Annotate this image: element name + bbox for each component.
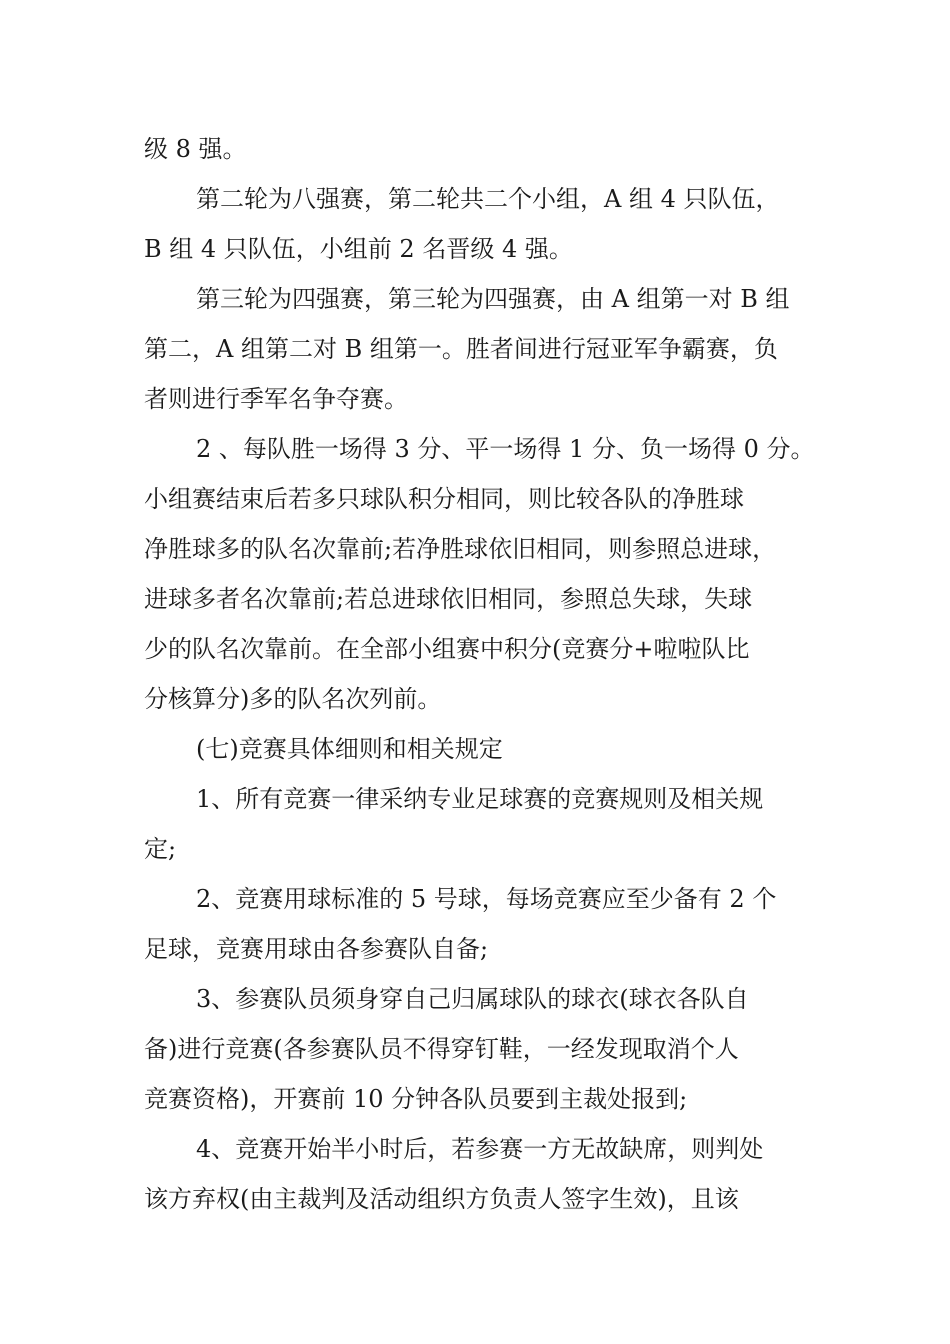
text-line: 3、参赛队员须身穿自己归属球队的球衣(球衣各队自 bbox=[196, 985, 749, 1013]
text-line: 2 、每队胜一场得 3 分、平一场得 1 分、负一场得 0 分。 bbox=[196, 435, 815, 463]
text-line: 备)进行竞赛(各参赛队员不得穿钉鞋，一经发现取消个人 bbox=[144, 1035, 739, 1063]
text-line: 净胜球多的队名次靠前;若净胜球依旧相同，则参照总进球， bbox=[144, 535, 777, 563]
text-line: 第二，A 组第二对 B 组第一。胜者间进行冠亚军争霸赛，负 bbox=[144, 335, 778, 363]
text-line: 足球，竞赛用球由各参赛队自备; bbox=[144, 935, 489, 963]
text-line: 定; bbox=[144, 835, 177, 863]
text-line: 小组赛结束后若多只球队积分相同，则比较各队的净胜球 bbox=[144, 485, 744, 513]
text-line: B 组 4 只队伍，小组前 2 名晋级 4 强。 bbox=[144, 235, 573, 263]
text-line: 进球多者名次靠前;若总进球依旧相同，参照总失球，失球 bbox=[144, 585, 753, 613]
text-line: 竞赛资格)，开赛前 10 分钟各队员要到主裁处报到; bbox=[144, 1085, 688, 1113]
text-line: 第二轮为八强赛，第二轮共二个小组，A 组 4 只队伍， bbox=[196, 185, 780, 213]
text-line: 级 8 强。 bbox=[144, 135, 247, 163]
text-line: 分核算分)多的队名次列前。 bbox=[144, 685, 442, 713]
text-line: 者则进行季军名争夺赛。 bbox=[144, 385, 408, 413]
text-line: 少的队名次靠前。在全部小组赛中积分(竞赛分+啦啦队比 bbox=[144, 635, 750, 663]
text-line: 第三轮为四强赛，第三轮为四强赛，由 A 组第一对 B 组 bbox=[196, 285, 790, 313]
text-line: 1、所有竞赛一律采纳专业足球赛的竞赛规则及相关规 bbox=[196, 785, 764, 813]
section-heading: (七)竞赛具体细则和相关规定 bbox=[196, 735, 503, 763]
text-line: 该方弃权(由主裁判及活动组织方负责人签字生效)，且该 bbox=[144, 1185, 739, 1213]
text-line: 4、竞赛开始半小时后，若参赛一方无故缺席，则判处 bbox=[196, 1135, 764, 1163]
text-line: 2、竞赛用球标准的 5 号球，每场竞赛应至少备有 2 个 bbox=[196, 885, 777, 913]
